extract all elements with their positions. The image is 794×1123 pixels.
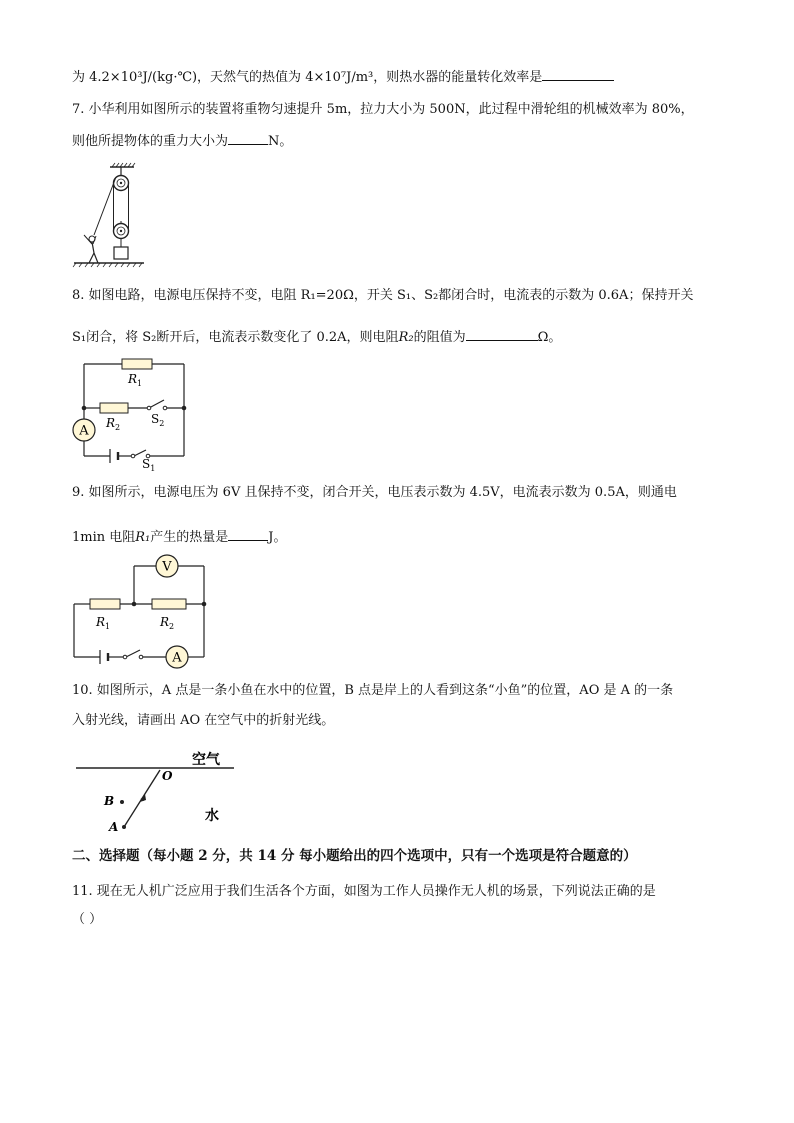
q9-line1: 9. 如图所示，电源电压为 6V 且保持不变，闭合开关，电压表示数为 4.5V，电流表示数为 0.5A，则通电	[72, 485, 677, 500]
q8-circuit-diagram	[72, 356, 202, 473]
q8-line2-suffix: Ω。	[537, 330, 562, 345]
q9-r1-symbol: R₁	[135, 530, 151, 545]
q8-answer-blank[interactable]	[466, 327, 538, 341]
q9-line2-suffix: J。	[268, 530, 287, 545]
q8-line2	[72, 327, 561, 347]
point-a-label: A	[109, 820, 119, 834]
q9-r2-resistor	[152, 599, 186, 609]
point-o-label: O	[162, 769, 173, 783]
q8-line2-mid: 的阻值为	[413, 330, 466, 345]
q10-line1: 10. 如图所示，A 点是一条小鱼在水中的位置，B 点是岸上的人看到这条“小鱼”的位置，AO 是 A 的一条	[72, 683, 674, 698]
section2-title: 二、选择题（每小题 2 分，共 14 分 每小题给出的四个选项中，只有一个选项是符合题意的）	[72, 848, 637, 864]
q7-answer-blank[interactable]	[228, 131, 268, 145]
q8-line1: 8. 如图电路，电源电压保持不变，电阻 R₁=20Ω，开关 S₁、S₂都闭合时，电流表的示数为 0.6A；保持开关	[72, 288, 694, 303]
q8-r2-resistor	[100, 403, 128, 413]
q6-tail-line	[72, 67, 614, 87]
q7-pulley-diagram	[72, 163, 152, 273]
air-label: 空气	[192, 752, 220, 768]
q6-tail-text: 为 4.2×10³J/(kg·℃)，天然气的热值为 4×10⁷J/m³，则热水器的能量转化效率是	[72, 70, 543, 85]
q8-r2-symbol: R₂	[398, 330, 414, 345]
q10-refraction-diagram	[72, 748, 242, 834]
q8-r2-label: $R_2$	[106, 416, 121, 432]
weight-block	[114, 247, 128, 259]
q8-r1-label: $R_1$	[128, 372, 143, 388]
q8-line2-prefix: S₁闭合，将 S₂断开后，电流表示数变化了 0.2A，则电阻	[72, 330, 399, 345]
q7-line1: 7. 小华利用如图所示的装置将重物匀速提升 5m，拉力大小为 500N，此过程中滑轮组的机械效率为 80%，	[72, 102, 694, 117]
q9-ammeter-label: A	[172, 650, 182, 666]
q9-r1-label: $R_1$	[96, 615, 111, 631]
q7-line2	[72, 131, 292, 151]
q7-line2-prefix: 则他所提物体的重力大小为	[72, 134, 229, 149]
q8-s2-label: $S_2$	[151, 412, 165, 428]
q7-line2-suffix: N。	[268, 134, 293, 149]
q9-line2	[72, 527, 287, 547]
q6-answer-blank[interactable]	[542, 67, 614, 81]
q9-line2-mid: 产生的热量是	[150, 530, 229, 545]
q10-line2: 入射光线，请画出 AO 在空气中的折射光线。	[72, 713, 335, 728]
point-b-label: B	[104, 794, 115, 808]
q11-line1: 11. 现在无人机广泛应用于我们生活各个方面，如图为工作人员操作无人机的场景，下列说法正确的是	[72, 884, 656, 899]
q9-voltmeter-label: V	[162, 559, 172, 575]
q8-ammeter-label: A	[79, 423, 89, 439]
q9-line2-prefix: 1min 电阻	[72, 530, 136, 545]
q9-r2-label: $R_2$	[160, 615, 175, 631]
q11-answer-paren[interactable]: （ ）	[72, 912, 103, 927]
q8-r1-resistor	[122, 359, 152, 369]
q8-s1-label: $S_1$	[142, 457, 156, 473]
water-label: 水	[205, 808, 219, 824]
q9-circuit-diagram	[72, 554, 212, 666]
q9-answer-blank[interactable]	[228, 527, 268, 541]
q9-r1-resistor	[90, 599, 120, 609]
